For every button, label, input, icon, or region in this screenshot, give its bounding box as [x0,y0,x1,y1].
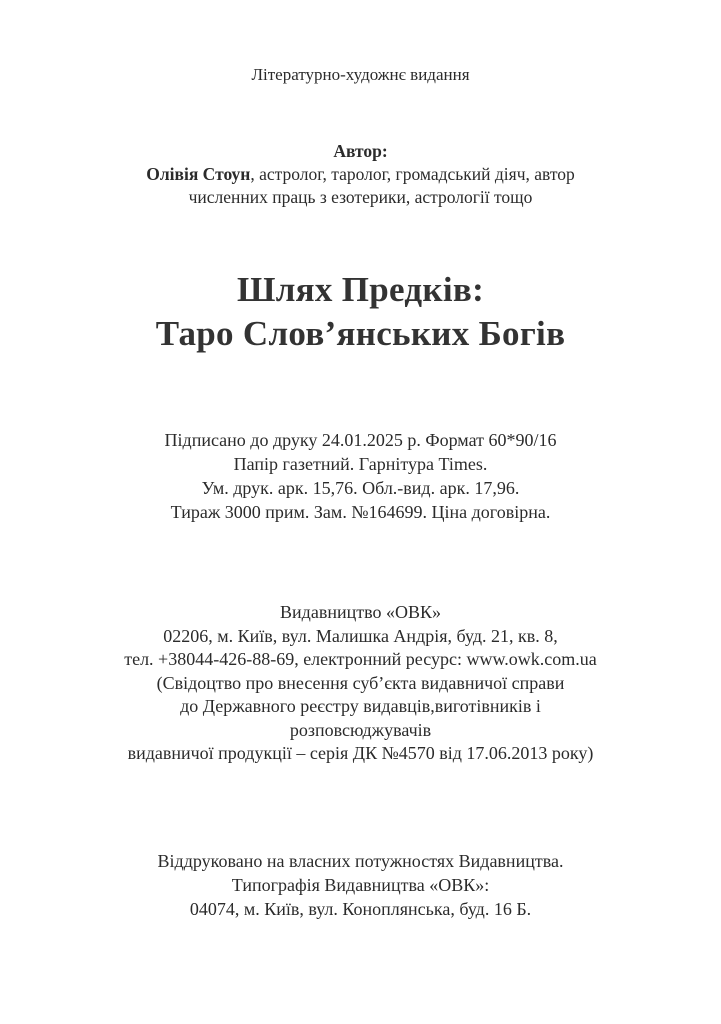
print-info [0,428,721,524]
publisher-line: розповсюджувачів [289,719,432,740]
edition-type-text: Літературно-художнє видання [251,65,470,84]
author-block [0,140,721,209]
print-info-line: Папір газетний. Гарнітура Times. [233,454,488,474]
book-title-line-2: Таро Слов’янських Богів [155,314,566,353]
author-description-1: , астролог, таролог, громадський діяч, автор [250,164,575,184]
publisher-line: (Свідоцтво про внесення суб’єкта видавничої справи [156,672,565,693]
publisher-info [0,601,721,766]
print-info-line: Тираж 3000 прим. Зам. №164699. Ціна договірна. [170,502,551,522]
publisher-line: тел. +38044-426-88-69, електронний ресурс: www.owk.com.ua [124,649,597,669]
book-title [0,268,721,356]
typography-line: Типографія Видавництва «ОВК»: [231,875,490,895]
author-label: Автор: [333,141,388,161]
publisher-line: 02206, м. Київ, вул. Малишка Андрія, буд. 21, кв. 8, [163,625,558,646]
typography-info [0,849,721,921]
print-info-line: Ум. друк. арк. 15,76. Обл.-вид. арк. 17,96. [201,478,520,498]
typography-line: Віддруковано на власних потужностях Видавництва. [157,851,564,871]
print-info-line: Підписано до друку 24.01.2025 р. Формат 60*90/16 [164,430,557,450]
author-description-2: численних праць з езотерики, астрології тощо [188,187,533,207]
publisher-line: до Державного реєстру видавців,виготівників і [180,696,541,716]
author-line-1 [0,163,721,186]
edition-type [0,64,721,86]
publisher-line: видавничої продукції – серія ДК №4570 від 17.06.2013 року) [127,743,594,763]
typography-line: 04074, м. Київ, вул. Коноплянська, буд. 16 Б. [189,899,532,919]
publisher-line: Видавництво «ОВК» [280,602,441,622]
book-title-line-1: Шлях Предків: [236,270,485,309]
author-name: Олівія Стоун [146,164,251,184]
